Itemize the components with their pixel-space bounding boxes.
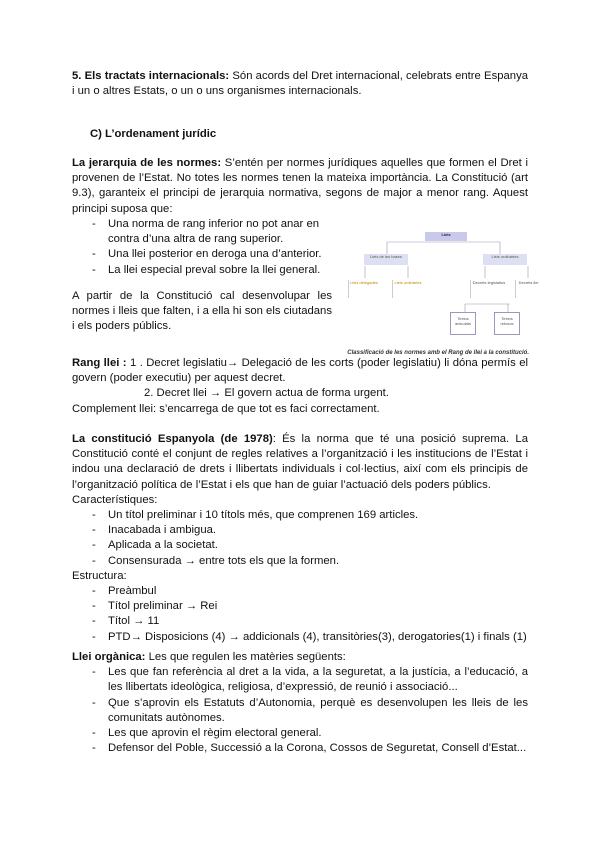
diagram-box-top: Lleis <box>425 232 467 241</box>
jerarquia-paragraph: La jerarquia de les normes: S’entén per normes jurídiques aquelles que formen el Dret i provenen de l’Estat. No totes les normes tenen la mateixa importància. La Constitució (art 9.3), garanteix el principi de jerarquia normativa, segons de major a menor rang. Aquest principi suposa que: <box>72 157 528 215</box>
diagram-box: Textos refosos <box>494 312 520 335</box>
list-item: - Una norma de rang inferior no pot anar en contra d’una altra de rang superior. <box>72 217 334 247</box>
list-item: - Títol → 11 <box>72 614 528 629</box>
list-item: - Preàmbul <box>72 584 528 599</box>
list-item: - Defensor del Poble, Successió a la Corona, Cossos de Seguretat, Consell d’Estat... <box>72 741 528 756</box>
jerarquia-after: A partir de la Constitució cal desenvolupar les normes i lleis que falten, i a ella hi son els ciutadans i els poders públics. <box>72 290 332 333</box>
list-item: - PTD→ Disposicions (4) → addicionals (4), transitòries(3), derogatories(1) i finals (1) <box>72 630 528 645</box>
caracteristiques-list <box>72 508 528 569</box>
list-item: - Una llei posterior en deroga una d’anterior. <box>72 247 334 262</box>
list-item: - Que s’aprovin els Estatuts d’Autonomia, perquè es desenvolupen les lleis de les comunitats autònomes. <box>72 696 528 726</box>
list-item: - Les que fan referència al dret a la vida, a la seguretat, a la justícia, a l’educació, a les llibertats ideològica, religiosa, d’expressió, de reunió i associació... <box>72 665 528 695</box>
list-item: - Inacabada i ambigua. <box>72 523 528 538</box>
norms-diagram <box>340 228 540 358</box>
diagram-box: Lleis ordinàries <box>483 254 527 265</box>
jerarquia-list <box>72 217 334 278</box>
diagram-box: Lleis delegades <box>348 280 379 298</box>
organica-list <box>72 665 528 756</box>
list-item: - Un títol preliminar i 10 títols més, que comprenen 169 articles. <box>72 508 528 523</box>
diagram-box: Lleis ordinàries <box>392 280 423 298</box>
list-item: - La llei especial preval sobre la llei general. <box>72 263 334 278</box>
list-item: - Consensurada → entre tots els que la formen. <box>72 554 528 569</box>
list-item: - Aplicada a la societat. <box>72 538 528 553</box>
list-item: - Títol preliminar → Rei <box>72 599 528 614</box>
section-heading-c: C) L’ordenament jurídic <box>90 128 217 140</box>
diagram-box: Decrets legislatius <box>470 280 507 298</box>
rang-llei: Rang llei : 1 . Decret legislatiu→ Delegació de les corts (poder legislatiu) li dóna permís el govern (poder executiu) per aquest decret. 2. Decret llei → El govern actua de forma urgent. Complement llei: s’encarrega de que tot es faci correctament. <box>72 357 529 415</box>
constitucio-section: La constitució Espanyola (de 1978): És la norma que té una posició suprema. La Constitució conté el conjunt de regles relatives a l’organització i les institucions de l’Estat i indou una declaració de drets i llibertats individuals i col·lectius, així com els principis de l’organització política de l’Estat i els que han de guiar l’actuació dels poders públics. Característiques: - Un títol preliminar i 10 títols més, que comprenen 169 articles. - Inacabada i ambigua. - Aplicada a la societat. - Consensurada → entre tots els que la formen. Estructura: - Preàmbul - Títol preliminar → Rei - Títol → 11 - PTD→ Disposicions (4) → addicionals (4), transitòries(3), derogatories(1) i finals (1) <box>72 432 528 645</box>
diagram-box: Decrets llei <box>515 280 541 298</box>
diagram-caption: Classificació de les normes amb el Rang de llei a la constitució. <box>347 350 529 356</box>
diagram-box: Textos articulats <box>450 312 476 335</box>
list-item: - Les que aprovin el règim electoral general. <box>72 726 528 741</box>
section-tractats: 5. Els tractats internacionals: Són acords del Dret internacional, celebrats entre Espanya i un o altres Estats, o un o uns organismes internacionals. <box>72 70 528 98</box>
estructura-list <box>72 584 528 645</box>
llei-organica-section: Llei orgànica: Les que regulen les matèries següents: - Les que fan referència al dret a la vida, a la seguretat, a la justícia, a l’educació, a les llibertats ideològica, religiosa, d’expressió, de reunió i associació... - Que s’aprovin els Estatuts d’Autonomia, perquè es desenvolupen les lleis de les comunitats autònomes. - Les que aprovin el règim electoral general. - Defensor del Poble, Successió a la Corona, Cossos de Seguretat, Consell d’Estat... <box>72 650 528 756</box>
diagram-box: Lleis de les bases <box>364 254 408 265</box>
